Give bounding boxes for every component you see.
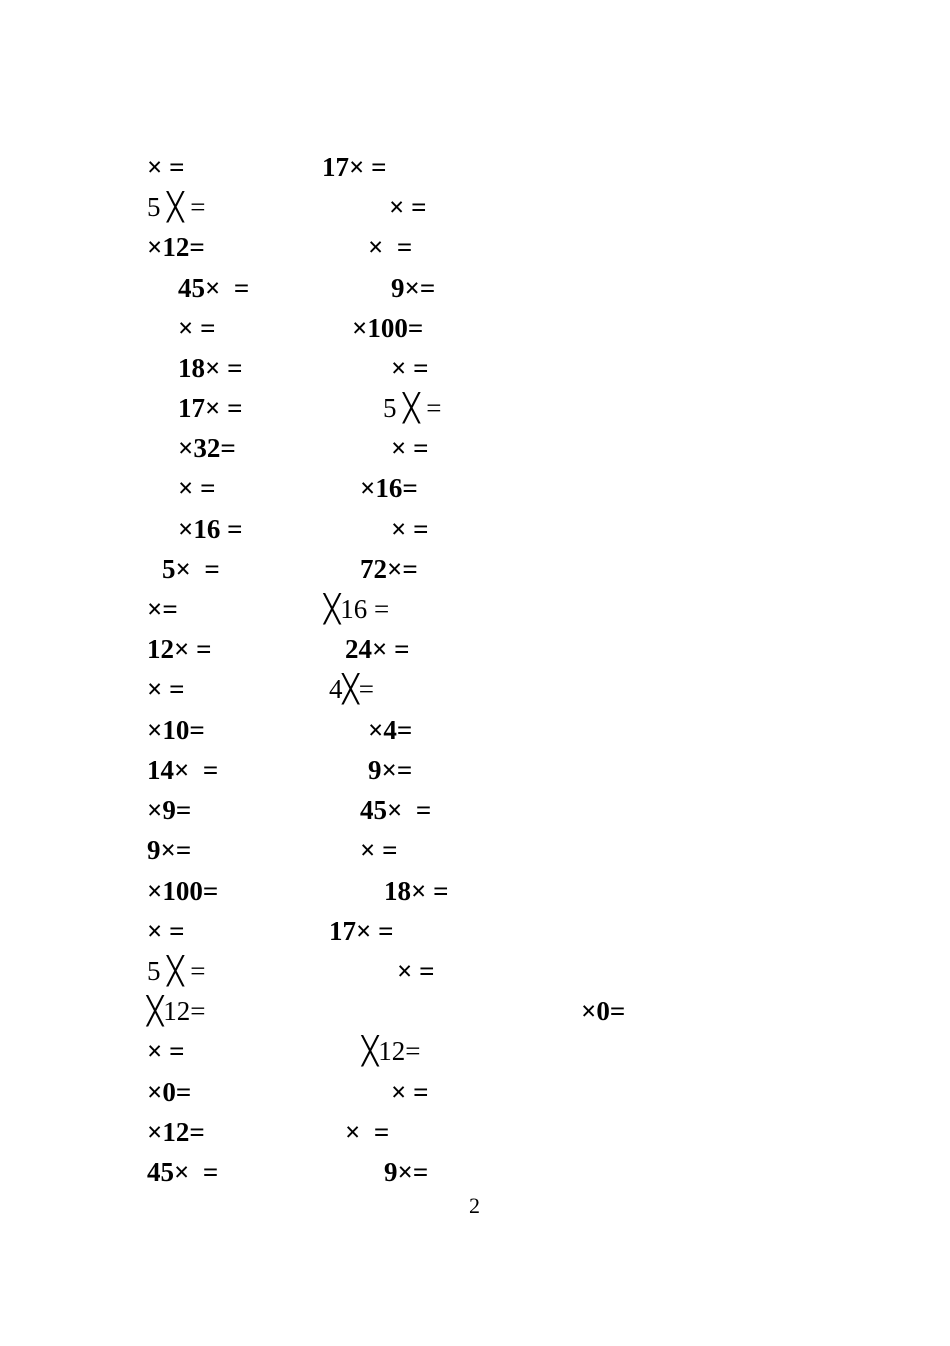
expression-left-6: 18× =: [178, 353, 243, 383]
expression-right-7: 5 ╳ =: [383, 393, 442, 423]
expression-right-10: × =: [391, 514, 429, 544]
expression-right-1: 17× =: [322, 152, 387, 182]
expression-right-17: 45× =: [360, 795, 432, 825]
expression-right-26: 9×=: [384, 1157, 429, 1187]
expression-right-11: 72×=: [360, 554, 418, 584]
expression-left-26: 45× =: [147, 1157, 219, 1187]
expression-left-12: ×=: [147, 594, 178, 624]
page-number: 2: [469, 1193, 480, 1218]
expression-right-5: ×100=: [352, 313, 424, 343]
expression-right-2: × =: [389, 192, 427, 222]
expression-left-10: ×16 =: [178, 514, 243, 544]
expression-left-13: 12× =: [147, 634, 212, 664]
expression-left-22: ╳12=: [147, 996, 206, 1026]
expression-left-8: ×32=: [178, 433, 236, 463]
expression-left-25: ×12=: [147, 1117, 205, 1147]
expression-left-16: 14× =: [147, 755, 219, 785]
expression-left-14: × =: [147, 674, 185, 704]
expression-right-25: × =: [345, 1117, 390, 1147]
expression-right-14: 4╳=: [329, 674, 374, 704]
expression-left-7: 17× =: [178, 393, 243, 423]
expression-right-21: × =: [397, 956, 435, 986]
expression-right-18: × =: [360, 835, 398, 865]
expression-right-8: × =: [391, 433, 429, 463]
expression-left-2: 5 ╳ =: [147, 192, 206, 222]
expression-left-4: 45× =: [178, 273, 250, 303]
expression-left-1: × =: [147, 152, 185, 182]
expression-right-20: 17× =: [329, 916, 394, 946]
expression-far-right-22: ×0=: [581, 996, 626, 1026]
expression-left-3: ×12=: [147, 232, 205, 262]
expression-left-21: 5 ╳ =: [147, 956, 206, 986]
expression-left-19: ×100=: [147, 876, 219, 906]
expression-left-17: ×9=: [147, 795, 192, 825]
expression-right-13: 24× =: [345, 634, 410, 664]
expression-left-15: ×10=: [147, 715, 205, 745]
expression-right-15: ×4=: [368, 715, 413, 745]
expression-right-24: × =: [391, 1077, 429, 1107]
expression-left-24: ×0=: [147, 1077, 192, 1107]
expression-left-11: 5× =: [162, 554, 220, 584]
expression-left-20: × =: [147, 916, 185, 946]
expression-right-12: ╳16 =: [324, 594, 390, 624]
expression-left-18: 9×=: [147, 835, 192, 865]
expression-left-5: × =: [178, 313, 216, 343]
expression-right-19: 18× =: [384, 876, 449, 906]
expression-right-4: 9×=: [391, 273, 436, 303]
expression-right-9: ×16=: [360, 473, 418, 503]
expression-right-6: × =: [391, 353, 429, 383]
expression-left-9: × =: [178, 473, 216, 503]
expression-right-23: ╳12=: [362, 1036, 421, 1066]
expression-right-3: × =: [368, 232, 413, 262]
expression-left-23: × =: [147, 1036, 185, 1066]
expression-right-16: 9×=: [368, 755, 413, 785]
